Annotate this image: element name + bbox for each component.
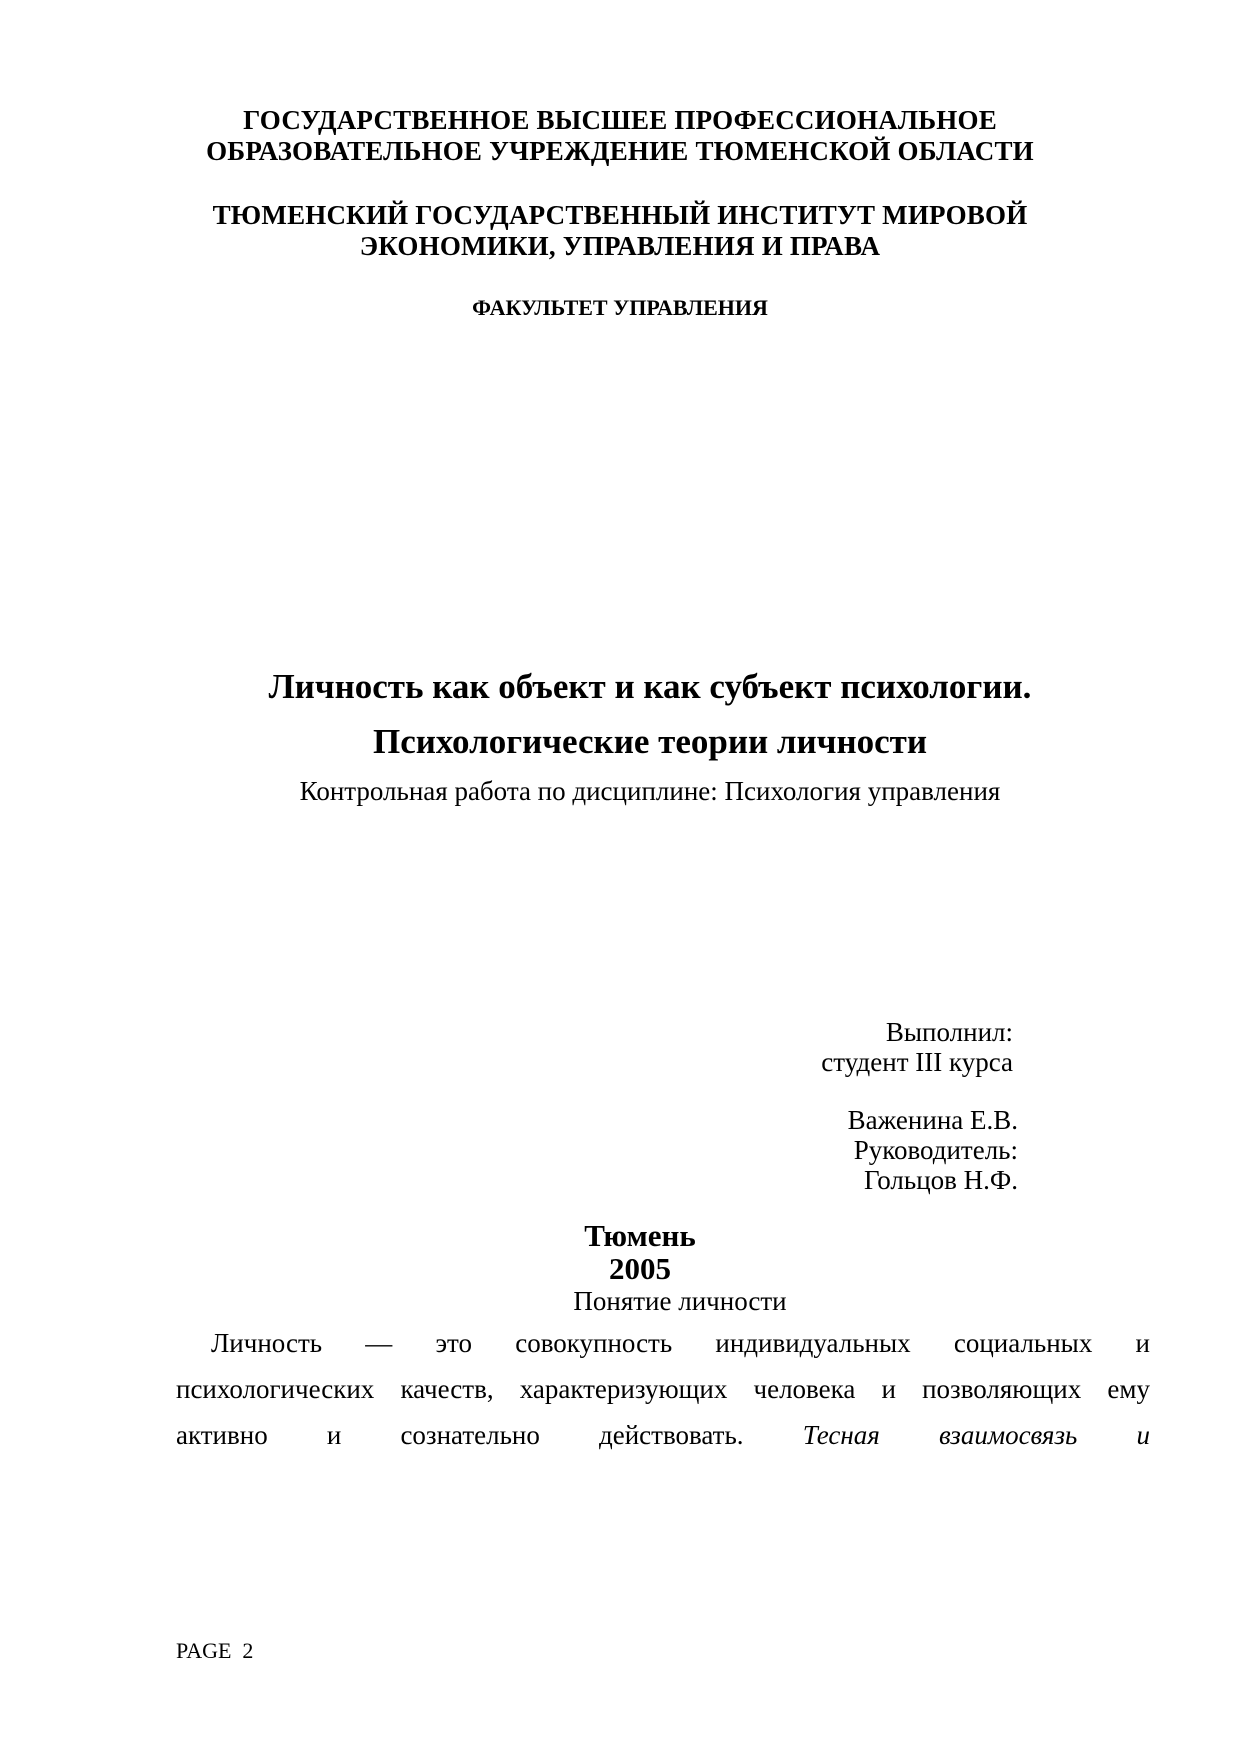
paragraph-line-2 — [176, 1366, 1150, 1412]
word: качеств, — [400, 1374, 494, 1404]
word: характеризующих — [519, 1374, 728, 1404]
faculty-name: ФАКУЛЬТЕТ УПРАВЛЕНИЯ — [472, 295, 768, 320]
institution-header — [0, 105, 1240, 167]
header-line-2: ОБРАЗОВАТЕЛЬНОЕ УЧРЕЖДЕНИЕ ТЮМЕНСКОЙ ОБЛАСТИ — [206, 136, 1034, 166]
word: и — [881, 1374, 896, 1404]
section-title: Понятие личности — [573, 1286, 787, 1316]
italic-word: взаимосвязь — [938, 1420, 1078, 1450]
work-title-line-2: Психологические теории личности — [372, 722, 928, 761]
work-subtitle: Контрольная работа по дисциплине: Психология управления — [299, 776, 1001, 806]
word: сознательно — [400, 1420, 540, 1450]
student-course: студент III курса — [821, 1047, 1013, 1077]
word: позволяющих — [922, 1374, 1082, 1404]
header-line-4: ЭКОНОМИКИ, УПРАВЛЕНИЯ И ПРАВА — [359, 231, 881, 261]
word: действовать. — [598, 1420, 744, 1450]
institute-name — [0, 200, 1240, 262]
word: человека — [753, 1374, 856, 1404]
done-by-label: Выполнил: — [885, 1017, 1013, 1047]
italic-word: Тесная — [802, 1420, 880, 1450]
italic-word: и — [1136, 1420, 1150, 1450]
year: 2005 — [609, 1251, 671, 1286]
student-name: Важенина Е.В. — [847, 1105, 1018, 1135]
supervisor-label: Руководитель: — [853, 1135, 1018, 1165]
header-line-3: ТЮМЕНСКИЙ ГОСУДАРСТВЕННЫЙ ИНСТИТУТ МИРОВОЙ — [212, 200, 1028, 230]
word: социальных — [953, 1328, 1093, 1358]
word: — — [365, 1328, 393, 1358]
word: индивидуальных — [715, 1328, 911, 1358]
body-paragraph — [176, 1320, 1150, 1458]
supervisor-name: Гольцов Н.Ф. — [864, 1165, 1018, 1195]
word: ему — [1107, 1374, 1150, 1404]
word: совокупность — [515, 1328, 673, 1358]
word: активно — [176, 1420, 268, 1450]
header-line-1: ГОСУДАРСТВЕННОЕ ВЫСШЕЕ ПРОФЕССИОНАЛЬНОЕ — [243, 105, 997, 135]
word: психологических — [176, 1374, 375, 1404]
word: и — [326, 1420, 342, 1450]
page-number-footer: PAGE 2 — [176, 1638, 254, 1663]
word: и — [1135, 1328, 1150, 1358]
work-title-line-1: Личность как объект и как субъект психологии. — [268, 667, 1032, 706]
word: Личность — [211, 1328, 323, 1358]
word: это — [435, 1328, 473, 1358]
paragraph-line-3 — [176, 1412, 1150, 1458]
paragraph-line-1 — [176, 1320, 1150, 1366]
city: Тюмень — [584, 1218, 696, 1253]
